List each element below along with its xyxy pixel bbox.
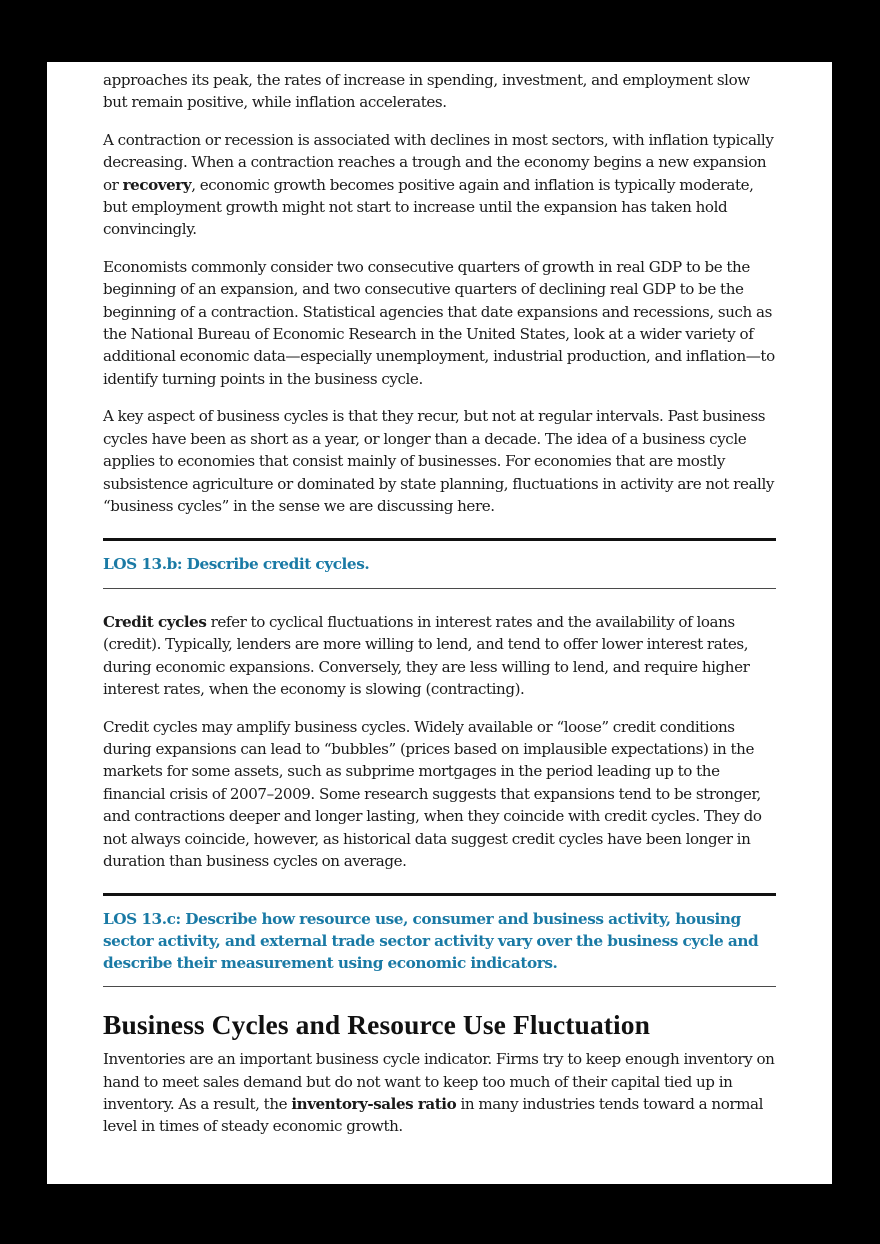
bold-term-credit-cycles: Credit cycles [103, 612, 207, 631]
los-13b-heading: LOS 13.b: Describe credit cycles. [103, 555, 370, 574]
paragraph-key-aspect-recurrence [103, 405, 776, 517]
paragraph-text-part-b: in many industries tends toward a normal level in times of steady economic growth. [103, 1094, 764, 1136]
paragraph-text-part-a: A contraction or recession is associated with declines in most sectors, with inflation typically decreasing. When a contraction reaches a trough and the economy begins a new expansion or [103, 130, 774, 194]
paragraph-text: approaches its peak, the rates of increase in spending, investment, and employment slow but remain positive, while inflation accelerates. [103, 71, 750, 112]
paragraph-economists-two-quarters [103, 256, 776, 390]
paragraph-credit-cycles-amplify [103, 716, 776, 873]
paragraph-contraction-recession [103, 129, 776, 241]
los-13b-rule-bottom [103, 588, 776, 589]
paragraph-text: A key aspect of business cycles is that they recur, but not at regular intervals. Past business cycles have been as short as a year, or longer than a decade. The idea of a business cycle applies to economies that consist mainly of businesses. For economies that are mostly subsistence agriculture or dominated by state planning, fluctuations in activity are not really “business cycles” in the sense we are discussing here. [103, 407, 774, 515]
bold-term-recovery: recovery [122, 175, 192, 194]
document-content-column [103, 69, 776, 1138]
paragraph-text-part-a: Inventories are an important business cycle indicator. Firms try to keep enough inventory on hand to meet sales demand but do not want to keep too much of their capital tied up in inventory. As a result, the [103, 1050, 775, 1113]
section-heading-business-cycles-resource-use: Business Cycles and Resource Use Fluctuation [103, 1009, 651, 1041]
los-block-13c [103, 893, 776, 987]
los-block-13b [103, 538, 776, 589]
los-13c-rule-bottom [103, 986, 776, 987]
paragraph-text: Credit cycles may amplify business cycles. Widely available or “loose” credit conditions during expansions can lead to “bubbles” (prices based on implausible expectations) in the markets for some assets, such as subprime mortgages in the period leading up to the financial crisis of 2007–2009. Some research suggests that expansions tend to be stronger, and contractions deeper and longer lasting, when they coincide with credit cycles. They do not always coincide, however, as historical data suggest credit cycles have been longer in duration than business cycles on average. [103, 717, 762, 870]
paragraph-text: Economists commonly consider two consecutive quarters of growth in real GDP to be the beginning of an expansion, and two consecutive quarters of declining real GDP to be the beginning of a contraction. Statistical agencies that date expansions and recessions, such as the National Bureau of Economic Research in the United States, look at a wider variety of additional economic data—especially unemployment, industrial production, and inflation—to identify turning points in the business cycle. [103, 257, 775, 388]
paragraph-text: refer to cyclical fluctuations in interest rates and the availability of loans (credit). Typically, lenders are more willing to lend, and tend to offer lower interest rates, during economic expansions. Conversely, they are less willing to lend, and require higher interest rates, when the economy is slowing (contracting). [103, 612, 750, 699]
los-13c-heading: LOS 13.c: Describe how resource use, consumer and business activity, housing sector activity, and external trade sector activity vary over the business cycle and describe their measurement using economic indicators. [103, 910, 759, 972]
paragraph-text-part-b: , economic growth becomes positive again and inflation is typically moderate, but employment growth might not start to increase until the expansion has taken hold convincingly. [103, 175, 754, 239]
bold-term-inventory-sales-ratio: inventory-sales ratio [291, 1094, 457, 1113]
document-page-sheet [47, 62, 832, 1184]
paragraph-inventories-indicator [103, 1048, 776, 1138]
paragraph-credit-cycles-definition [103, 611, 776, 701]
paragraph-continued-from-previous-page [103, 69, 776, 114]
